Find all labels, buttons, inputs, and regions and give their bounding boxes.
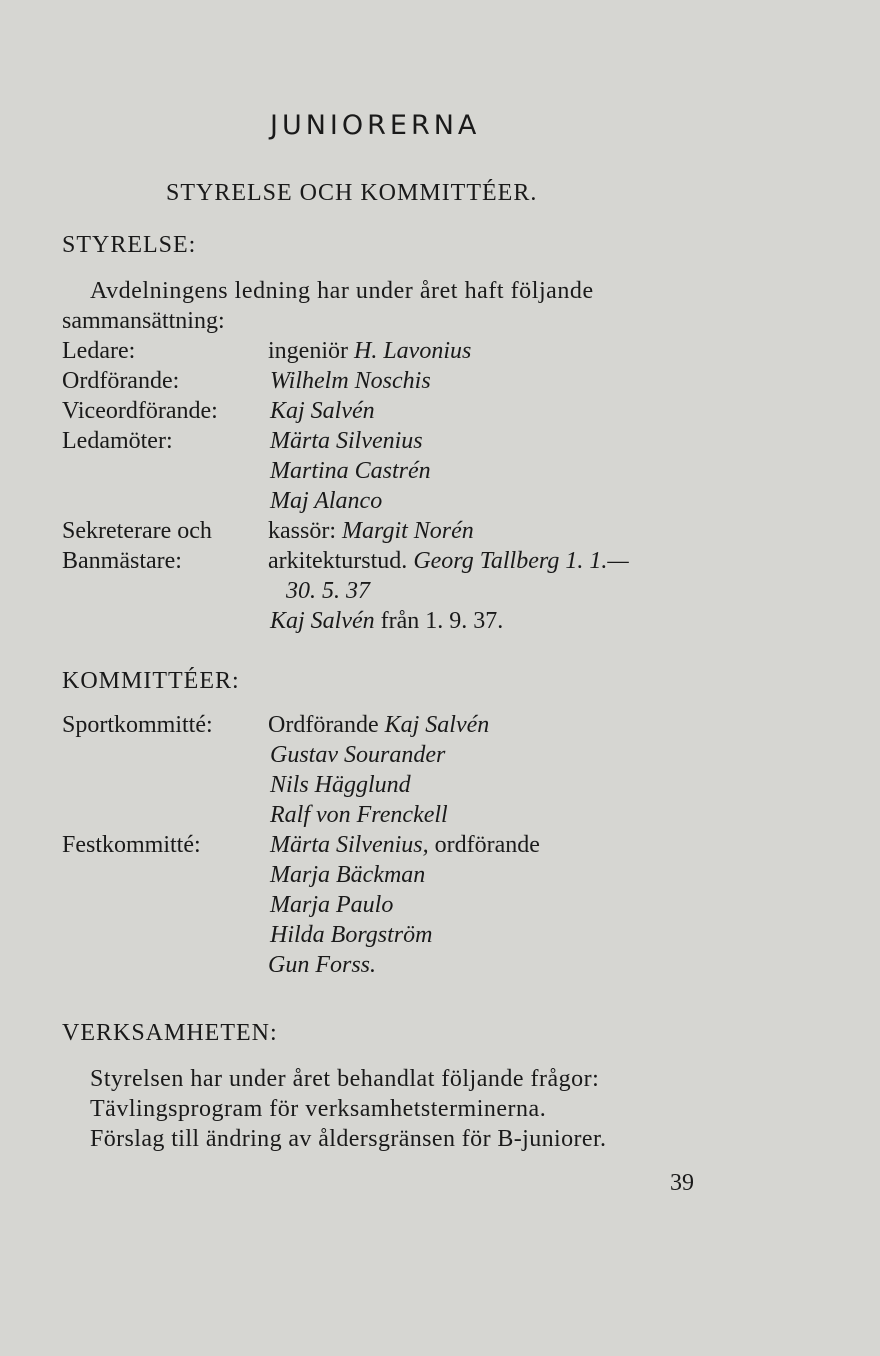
verksamheten-line2: Tävlingsprogram för verksamhetsterminerna. <box>90 1096 547 1122</box>
styrelse-intro-line2: sammansättning: <box>62 308 225 334</box>
banmastare-2 <box>270 606 503 636</box>
sekreterare-value <box>268 516 474 546</box>
sport-chair-name: Kaj Salvén <box>384 712 490 738</box>
ordforande-name: Wilhelm Noschis <box>270 368 431 394</box>
ledare-prefix: ingeniör <box>268 338 348 364</box>
verksamheten-line1: Styrelsen har under året behandlat följande frågor: <box>90 1066 600 1092</box>
sekreterare-name: Margit Norén <box>342 518 474 544</box>
sport-chair-prefix: Ordförande <box>268 712 379 738</box>
fest-member-4: Gun Forss. <box>268 952 377 978</box>
verksamheten-line3: Förslag till ändring av åldersgränsen för B-juniorer. <box>90 1126 607 1152</box>
sekreterare-mid: kassör: <box>268 518 336 544</box>
verksamheten-title: VERKSAMHETEN: <box>62 1020 278 1046</box>
fest-member-1: Marja Bäckman <box>270 862 426 888</box>
styrelse-title: STYRELSE: <box>62 232 197 258</box>
sport-member-1: Gustav Sourander <box>270 742 446 768</box>
banmastare-prefix: arkitekturstud. <box>268 548 408 574</box>
sportkommitte-chair <box>268 710 489 740</box>
fest-member-3: Hilda Borgström <box>270 922 433 948</box>
styrelse-intro-line1: Avdelningens ledning har under året haft följande <box>90 278 594 304</box>
fest-member-2: Marja Paulo <box>270 892 394 918</box>
banmastare-2-suffix: från 1. 9. 37. <box>380 608 504 634</box>
festkommitte-label: Festkommitté: <box>62 832 201 858</box>
sport-member-3: Ralf von Frenckell <box>270 802 448 828</box>
kommitteer-title: KOMMITTÉER: <box>62 668 240 694</box>
ledamot-1: Märta Silvenius <box>270 428 423 454</box>
page-heading: JUNIORERNA <box>270 110 481 141</box>
section-subheading: STYRELSE OCH KOMMITTÉER. <box>166 180 538 206</box>
festkommitte-chair <box>270 830 540 860</box>
sportkommitte-label: Sportkommitté: <box>62 712 213 738</box>
banmastare-name: Georg Tallberg 1. 1.— <box>413 548 629 574</box>
viceordforande-label: Viceordförande: <box>62 398 218 424</box>
sport-member-2: Nils Hägglund <box>270 772 411 798</box>
ledare-value <box>268 336 471 366</box>
sekreterare-label: Sekreterare och <box>62 518 212 544</box>
ledare-name: H. Lavonius <box>353 338 472 364</box>
ledamot-2: Martina Castrén <box>270 458 431 484</box>
banmastare-date: 30. 5. 37 <box>286 578 370 604</box>
ledare-label: Ledare: <box>62 338 136 364</box>
fest-chair-name: Märta Silvenius, <box>270 832 429 858</box>
ledamoter-label: Ledamöter: <box>62 428 173 454</box>
fest-chair-suffix: ordförande <box>434 832 540 858</box>
banmastare-label: Banmästare: <box>62 548 182 574</box>
banmastare-2-name: Kaj Salvén <box>270 608 375 634</box>
ledamot-3: Maj Alanco <box>270 488 383 514</box>
page-number: 39 <box>670 1170 694 1196</box>
viceordforande-name: Kaj Salvén <box>270 398 375 424</box>
banmastare-value <box>268 546 629 576</box>
ordforande-label: Ordförande: <box>62 368 180 394</box>
